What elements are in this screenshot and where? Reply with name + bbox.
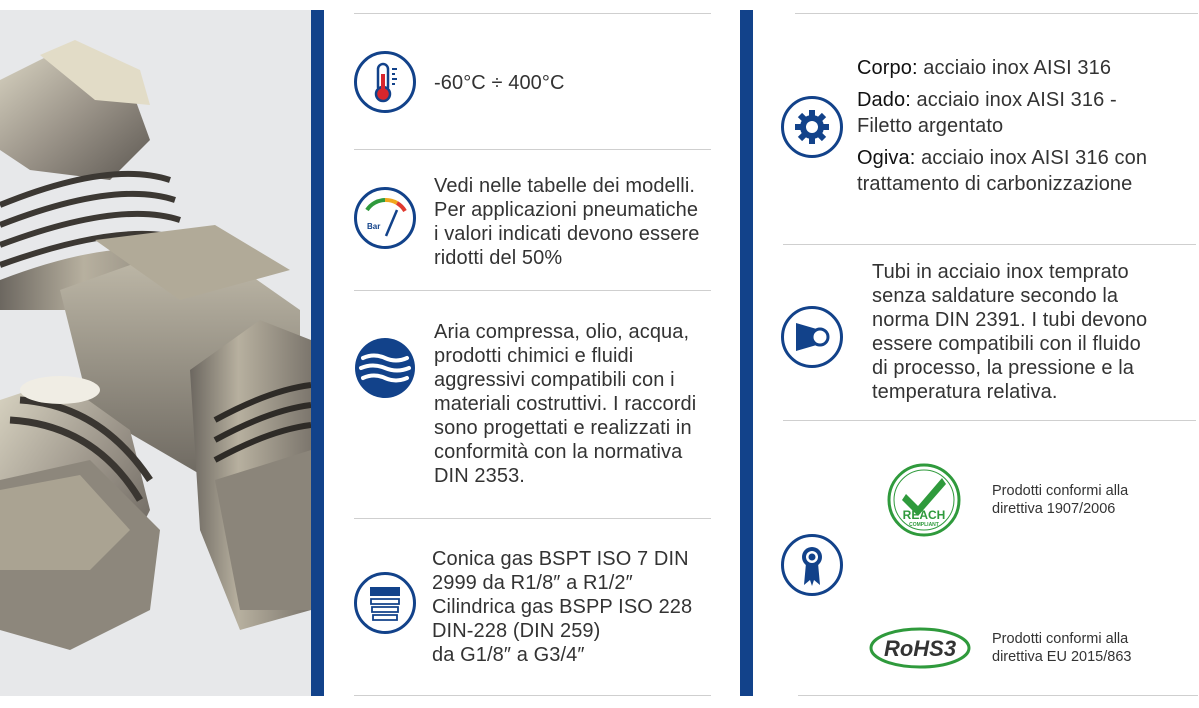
- reach-badge-subtext: COMPLIANT: [909, 522, 939, 528]
- divider: [783, 420, 1196, 421]
- text-line: Prodotti conformi alla: [992, 631, 1129, 647]
- divider-bar-right: [740, 10, 753, 696]
- text-line: DIN 2353.: [434, 465, 525, 487]
- divider-bar-left: [311, 10, 324, 696]
- award-ribbon-icon: [780, 533, 844, 597]
- text-line: 2999 da R1/8″ a R1/2″: [432, 572, 633, 594]
- text-line: Aria compressa, olio, acqua,: [434, 321, 690, 343]
- nut-material: [857, 87, 1147, 113]
- divider: [354, 13, 711, 14]
- ogive-material: [857, 145, 1147, 171]
- reach-text: [992, 482, 1128, 518]
- divider: [354, 290, 711, 291]
- tee-fitting-image: [0, 10, 311, 696]
- text-line: materiali costruttivi. I raccordi: [434, 393, 697, 415]
- text-line: DIN-228 (DIN 259): [432, 620, 601, 642]
- tubes-text: [872, 260, 1147, 404]
- text-line: norma DIN 2391. I tubi devono: [872, 309, 1148, 331]
- text-line: senza saldature secondo la: [872, 285, 1119, 307]
- text-line: aggressivi compatibili con i: [434, 369, 675, 391]
- pressure-gauge-icon: [353, 186, 417, 250]
- divider: [354, 149, 711, 150]
- materials-text: [857, 53, 1147, 197]
- rohs3-badge: [868, 626, 972, 670]
- text-line: i valori indicati devono essere: [434, 223, 700, 245]
- rohs-text: [992, 630, 1131, 666]
- rohs-badge-text: RoHS3: [883, 636, 957, 661]
- text-line: da G1/8″ a G3/4″: [432, 644, 585, 666]
- text-line: di processo, la pressione e la: [872, 357, 1135, 379]
- material-value: acciaio inox AISI 316 con: [915, 147, 1148, 169]
- material-label: Dado:: [857, 89, 911, 111]
- divider: [798, 695, 1198, 696]
- text-line: Per applicazioni pneumatiche: [434, 199, 699, 221]
- text-line: direttiva 1907/2006: [992, 501, 1116, 517]
- temperature-range: -60°C ÷ 400°C: [434, 72, 565, 94]
- divider: [354, 695, 711, 696]
- material-value: acciaio inox AISI 316: [917, 57, 1112, 79]
- gauge-bar-label: Bar: [367, 222, 381, 231]
- tube-icon: [780, 305, 844, 369]
- product-photo: [0, 10, 311, 696]
- fluids-text: [434, 320, 696, 488]
- divider: [783, 244, 1196, 245]
- text-line: Conica gas BSPT ISO 7 DIN: [432, 548, 689, 570]
- material-value: Filetto argentato: [857, 115, 1004, 137]
- text-line: prodotti chimici e fluidi: [434, 345, 634, 367]
- text-line: sono progettati e realizzati in: [434, 417, 692, 439]
- text-line: essere compatibili con il fluido: [872, 333, 1141, 355]
- text-line: conformità con la normativa: [434, 441, 683, 463]
- material-label: Ogiva:: [857, 147, 916, 169]
- thread-icon: [353, 571, 417, 635]
- body-material: [857, 53, 1147, 83]
- material-label: Corpo:: [857, 57, 918, 79]
- divider: [354, 518, 711, 519]
- text-line: direttiva EU 2015/863: [992, 649, 1132, 665]
- text-line: Cilindrica gas BSPP ISO 228: [432, 596, 693, 618]
- text-line: Vedi nelle tabelle dei modelli.: [434, 175, 696, 197]
- waves-icon: [353, 336, 417, 400]
- text-line: Tubi in acciaio inox temprato: [872, 261, 1129, 283]
- threads-text: [432, 547, 692, 667]
- text-line: temperatura relativa.: [872, 381, 1058, 403]
- pressure-text: [434, 174, 699, 270]
- text-line: ridotti del 50%: [434, 247, 563, 269]
- reach-compliant-badge: [886, 462, 962, 538]
- text-line: Prodotti conformi alla: [992, 483, 1129, 499]
- reach-badge-text: REACH: [902, 508, 946, 522]
- material-value: acciaio inox AISI 316 -: [910, 89, 1117, 111]
- material-value: trattamento di carbonizzazione: [857, 173, 1133, 195]
- thermometer-icon: [353, 50, 417, 114]
- gear-icon: [780, 95, 844, 159]
- divider: [795, 13, 1198, 14]
